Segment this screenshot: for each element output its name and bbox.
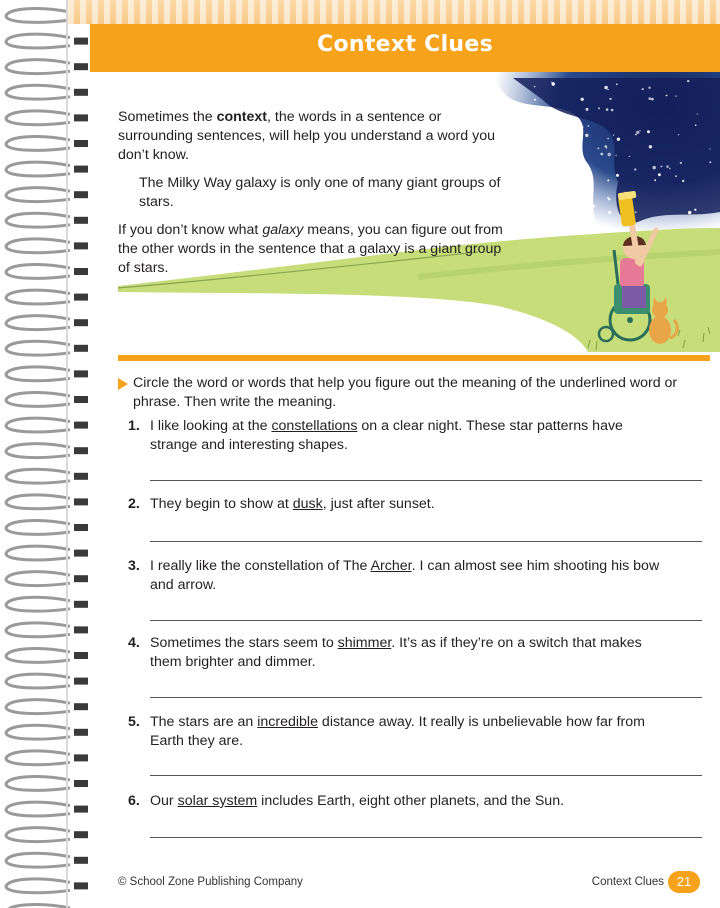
star [675,175,677,177]
star [581,98,584,101]
star [636,131,639,134]
star [616,83,618,85]
star [530,126,532,128]
example-sentence: The Milky Way galaxy is only one of many giant groups of stars. [139,175,501,210]
spiral-coil [6,751,70,765]
spiral-binding [0,0,90,908]
star [678,134,679,135]
star [611,109,614,112]
star [639,130,640,131]
binding-hole [74,370,88,377]
spiral-coil [6,572,70,586]
spiral-coil [6,60,70,74]
exercise-item-6: 6. Our solar system includes Earth, eight other planets, and the Sun. [128,793,565,809]
star [588,125,589,126]
star [634,168,636,170]
section-name: Context Clues [591,876,664,888]
star [518,126,521,129]
binding-hole [74,473,88,480]
star [687,80,689,82]
binding-hole [74,447,88,454]
binding-hole [74,294,88,301]
star [607,179,609,181]
underlined-word: incredible [257,714,318,730]
star [607,89,608,90]
spiral-coil [6,162,70,176]
spiral-coil [6,495,70,509]
answer-line-1[interactable] [150,480,702,481]
binding-hole [74,626,88,633]
star [688,211,691,214]
instructions-text: Circle the word or words that help you figure out the meaning of the underlined word or phrase. Then write the meaning. [133,375,678,410]
binding-hole [74,166,88,173]
spiral-coil [6,725,70,739]
star [654,179,656,181]
answer-line-6[interactable] [150,837,702,838]
star [517,144,519,146]
exercise-item-4: 4. Sometimes the stars seem to shimmer. It’s as if they’re on a switch that makes them brighter and dimmer. [128,635,642,670]
binding-hole [74,754,88,761]
spiral-coil [6,649,70,663]
star [695,124,697,126]
spiral-coil [6,802,70,816]
binding-hole [74,857,88,864]
spiral-coil [6,213,70,227]
spiral-coil [6,85,70,99]
item-number: 6. [128,793,140,809]
star [694,209,696,211]
star [682,180,684,182]
star [680,162,682,164]
star [697,113,698,114]
star [541,138,544,141]
intro-paragraph-1: Sometimes the context, the words in a sentence or surrounding sentences, will help you understand a word you don’t know. [118,109,495,163]
spiral-coil [6,546,70,560]
spiral-coil [6,137,70,151]
star [635,211,637,213]
spiral-coil [6,700,70,714]
star [709,148,710,149]
star [649,145,652,148]
binding-hole [74,422,88,429]
star [534,99,536,101]
item-number: 3. [128,558,140,574]
binding-hole [74,396,88,403]
spiral-coil [6,265,70,279]
spiral-coil [6,597,70,611]
page-number-badge: 21 [668,871,700,893]
binding-hole [74,882,88,889]
binding-hole [74,780,88,787]
star [534,86,536,88]
item-number: 5. [128,714,140,730]
binding-hole [74,38,88,45]
binding-hole [74,242,88,249]
star [669,168,671,170]
spiral-coil [6,111,70,125]
underlined-word: Archer [370,558,412,574]
underlined-word: solar system [177,793,258,809]
spiral-coil [6,905,70,908]
binding-hole [74,89,88,96]
spiral-coil [6,777,70,791]
underlined-word: dusk [292,496,323,512]
title-banner [90,24,720,72]
answer-line-2[interactable] [150,541,702,542]
binding-hole [74,63,88,70]
answer-line-5[interactable] [150,775,702,776]
star [709,161,711,163]
binding-hole [74,678,88,685]
star [605,145,607,147]
spiral-coil [6,418,70,432]
binding-hole [74,601,88,608]
star [648,87,650,89]
star [527,125,529,127]
star [597,147,599,149]
spiral-coil [6,316,70,330]
star [523,160,525,162]
binding-hole [74,703,88,710]
star [598,107,600,109]
binding-hole [74,729,88,736]
spiral-coil [6,469,70,483]
star [565,149,568,152]
star [527,128,529,130]
star [592,205,595,208]
spiral-coil [6,521,70,535]
spiral-coil [6,444,70,458]
star [606,108,609,111]
star [608,153,611,156]
exercise-item-3: 3. I really like the constellation of The Archer. I can almost see him shooting his bow and arrow. [128,558,660,593]
binding-hole [74,114,88,121]
exercise-item-2: 2. They begin to show at dusk, just after sunset. [128,496,435,512]
binding-hole [74,345,88,352]
star [648,97,651,100]
galaxy-term: galaxy [262,222,304,238]
spiral-coil [6,853,70,867]
binding-hole [74,191,88,198]
star [675,95,677,97]
item-number: 1. [128,418,140,434]
binding-hole [74,217,88,224]
star [607,197,609,199]
star [608,211,611,214]
binding-hole [74,319,88,326]
publisher-credit: © School Zone Publishing Company [118,876,303,888]
star [653,166,656,169]
star [613,135,614,136]
spiral-coil [6,674,70,688]
star [607,138,609,140]
star [635,134,637,136]
spiral-coil [6,9,70,23]
star [629,156,630,157]
spiral-coil [6,879,70,893]
star [582,126,584,128]
intro-paragraph-3: If you don’t know what galaxy means, you can figure out from the other words in the sentence that a galaxy is a giant group of stars. [118,222,503,276]
exercise-item-5: 5. The stars are an incredible distance away. It really is unbelievable how far from Earth they are. [128,714,645,749]
spiral-coil [6,341,70,355]
star [616,174,619,177]
binding-hole [74,652,88,659]
binding-hole [74,268,88,275]
answer-line-4[interactable] [150,697,702,698]
star [647,130,650,133]
spiral-coil [6,623,70,637]
star [600,153,603,156]
star [586,108,589,111]
star [615,155,616,156]
spiral-coil [6,367,70,381]
star [642,88,644,90]
star [658,173,661,176]
binding-hole [74,550,88,557]
star [604,86,608,90]
star [651,98,654,101]
spiral-coil [6,393,70,407]
binding-hole [74,524,88,531]
underlined-word: constellations [271,418,358,434]
spiral-coil [6,828,70,842]
binding-hole [74,806,88,813]
page-title: Context Clues [317,32,493,57]
star [666,95,668,97]
star [617,138,620,141]
star [609,98,611,100]
binding-hole [74,831,88,838]
star [585,134,588,137]
spiral-coil [6,290,70,304]
binding-hole [74,498,88,505]
intro-text [118,108,508,287]
star [666,165,669,168]
instructions [118,374,718,412]
spiral-coil [6,239,70,253]
page-edge [66,0,68,908]
section-divider [118,355,710,361]
item-number: 4. [128,635,140,651]
context-term: context [216,109,268,125]
star [661,166,663,168]
item-number: 2. [128,496,140,512]
star [551,82,552,83]
spiral-coil [6,188,70,202]
binding-hole [74,575,88,582]
answer-line-3[interactable] [150,620,702,621]
exercise-item-1: 1. I like looking at the constellations on a clear night. These star patterns have strange and interesting shapes. [128,418,623,453]
star [557,150,559,152]
spiral-coil [6,34,70,48]
top-plaid-strip [68,0,720,24]
arrow-bullet-icon [118,378,128,390]
binding-hole [74,140,88,147]
underlined-word: shimmer [337,635,392,651]
